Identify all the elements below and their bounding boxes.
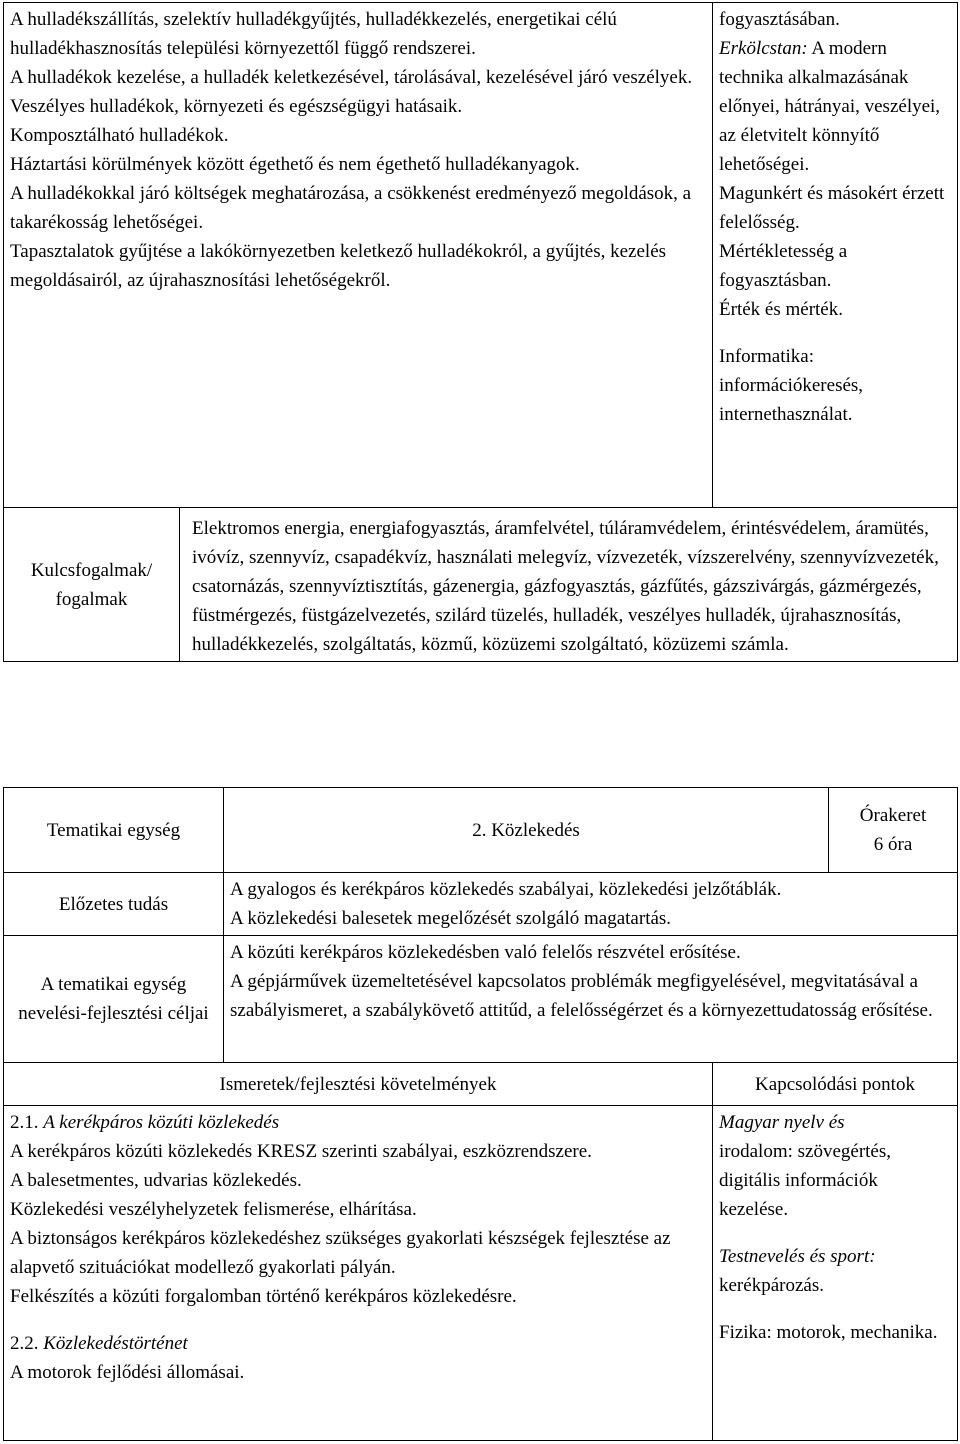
subject-text: Fizika: motorok, mechanika.	[719, 1322, 938, 1343]
subject-text: kerékpározás.	[719, 1275, 824, 1296]
text-line: A gépjárművek üzemeltetésével kapcsolatos problémák megfigyelésével, megvitatásával a szabályismeret, a szabálykövető attitűd, a felelősségérzet és a környezettudatosság erősítése.	[230, 971, 933, 1021]
text-line: Tapasztalatok gyűjtése a lakókörnyezetben keletkező hulladékokról, a gyűjtés, kezelés megoldásairól, az újrahasznosítási lehetőségekről.	[10, 241, 667, 291]
keywords-row	[4, 508, 958, 662]
subject-text: irodalom: szövegértés, digitális információk kezelése.	[719, 1141, 892, 1220]
text-line: A motorok fejlődési állomásai.	[10, 1362, 245, 1383]
ismeretek-label: Ismeretek/fejlesztési követelmények	[4, 1063, 713, 1106]
text-line: A biztonságos kerékpáros közlekedéshez szükséges gyakorlati készségek fejlesztése az alapvető szituációkat modellező gyakorlati pályán.	[10, 1228, 671, 1278]
requirements-cell	[4, 3, 713, 508]
section-number: 2.1.	[10, 1112, 39, 1133]
elozetes-text	[224, 873, 958, 936]
text-line: Közlekedési veszélyhelyzetek felismerése, elhárítása.	[10, 1199, 417, 1220]
spacer	[719, 1224, 951, 1242]
text-line: Mértékletesség a fogyasztásban.	[719, 241, 848, 291]
text-line: Veszélyes hulladékok, környezeti és egészségügyi hatásaik.	[10, 96, 463, 117]
text-line: fogyasztásában.	[719, 9, 840, 30]
keywords-label: Kulcsfogalmak/ fogalmak	[4, 508, 180, 662]
text-line: A balesetmentes, udvarias közlekedés.	[10, 1170, 302, 1191]
section-heading	[10, 1329, 706, 1358]
text-line: Érték és mérték.	[719, 299, 843, 320]
erkolcstan-entry	[719, 34, 951, 179]
text-line: Háztartási körülmények között égethető és nem égethető hulladékanyagok.	[10, 154, 580, 175]
elozetes-row	[4, 873, 958, 936]
subject-text: A modern technika alkalmazásának előnyei, hátrányai, veszélyei, az életvitelt könnyítő lehetőségei.	[719, 38, 941, 175]
subject-label: Erkölcstan:	[719, 38, 808, 59]
text-line: Felkészítés a közúti forgalomban történő kerékpáros közlekedésre.	[10, 1286, 517, 1307]
celjai-text	[224, 936, 958, 1063]
elozetes-label: Előzetes tudás	[4, 873, 224, 936]
tematikai-label: Tematikai egység	[4, 788, 224, 873]
column-header-row	[4, 1063, 958, 1106]
text-line: Komposztálható hulladékok.	[10, 125, 229, 146]
unit-title: 2. Közlekedés	[224, 788, 829, 873]
section-title: Közlekedéstörténet	[43, 1333, 188, 1354]
orakeret-value: 6 óra	[873, 834, 913, 855]
kapcsolodasi-label: Kapcsolódási pontok	[713, 1063, 958, 1106]
subject-label: Magyar nyelv és	[719, 1112, 845, 1133]
text-line: A kerékpáros közúti közlekedés KRESZ szerinti szabályai, eszközrendszere.	[10, 1141, 592, 1162]
connections-cell	[713, 1106, 958, 1441]
connections-cell	[713, 3, 958, 508]
unit-table	[3, 787, 958, 1441]
text-line: A gyalogos és kerékpáros közlekedés szabályai, közlekedési jelzőtáblák.	[230, 879, 782, 900]
section-title: A kerékpáros közúti közlekedés	[43, 1112, 280, 1133]
keywords-text: Elektromos energia, energiafogyasztás, áramfelvétel, túláramvédelem, érintésvédelem, áramütés, ivóvíz, szennyvíz, csapadékvíz, használati melegvíz, vízvezeték, vízszerelvény, szennyvízvezeték, csatornázás, szennyvíztisztítás, gázenergia, gázfogyasztás, gázfűtés, gázszivárgás, gázmérgezés, füstmérgezés, füstgázelvezetés, szilárd tüzelés, hulladék, veszélyes hulladék, újrahasznosítás, hulladékkezelés, szolgáltatás, közmű, közüzemi szolgáltató, közüzemi számla.	[180, 508, 958, 662]
content-row	[4, 1106, 958, 1441]
text-line: A közúti kerékpáros közlekedésben való felelős részvétel erősítése.	[230, 942, 741, 963]
celjai-row	[4, 936, 958, 1063]
spacer	[719, 1300, 951, 1318]
celjai-label: A tematikai egység nevelési-fejlesztési céljai	[4, 936, 224, 1063]
orakeret-cell	[829, 788, 958, 873]
section-heading	[10, 1108, 706, 1137]
text-line: A közlekedési balesetek megelőzését szolgáló magatartás.	[230, 908, 672, 929]
spacer	[10, 1311, 706, 1329]
unit-header-row	[4, 788, 958, 873]
content-row	[4, 3, 958, 508]
text-line: A hulladékszállítás, szelektív hulladékgyűjtés, hulladékkezelés, energetikai célú hulladékhasznosítás települési környezettől függő rendszerei.	[10, 9, 617, 59]
orakeret-label: Órakeret	[859, 805, 927, 826]
text-line: A hulladékok kezelése, a hulladék keletkezésével, tárolásával, kezelésével járó veszélyek.	[10, 67, 693, 88]
spacer	[719, 324, 951, 342]
text-line: Informatika: információkeresés, internethasználat.	[719, 346, 864, 425]
text-line: Magunkért és másokért érzett felelősség.	[719, 183, 945, 233]
text-line: A hulladékokkal járó költségek meghatározása, a csökkenést eredményező megoldások, a takarékosság lehetőségei.	[10, 183, 692, 233]
continuation-table	[3, 2, 958, 662]
requirements-cell	[4, 1106, 713, 1441]
subject-label: Testnevelés és sport:	[719, 1246, 876, 1267]
section-number: 2.2.	[10, 1333, 39, 1354]
